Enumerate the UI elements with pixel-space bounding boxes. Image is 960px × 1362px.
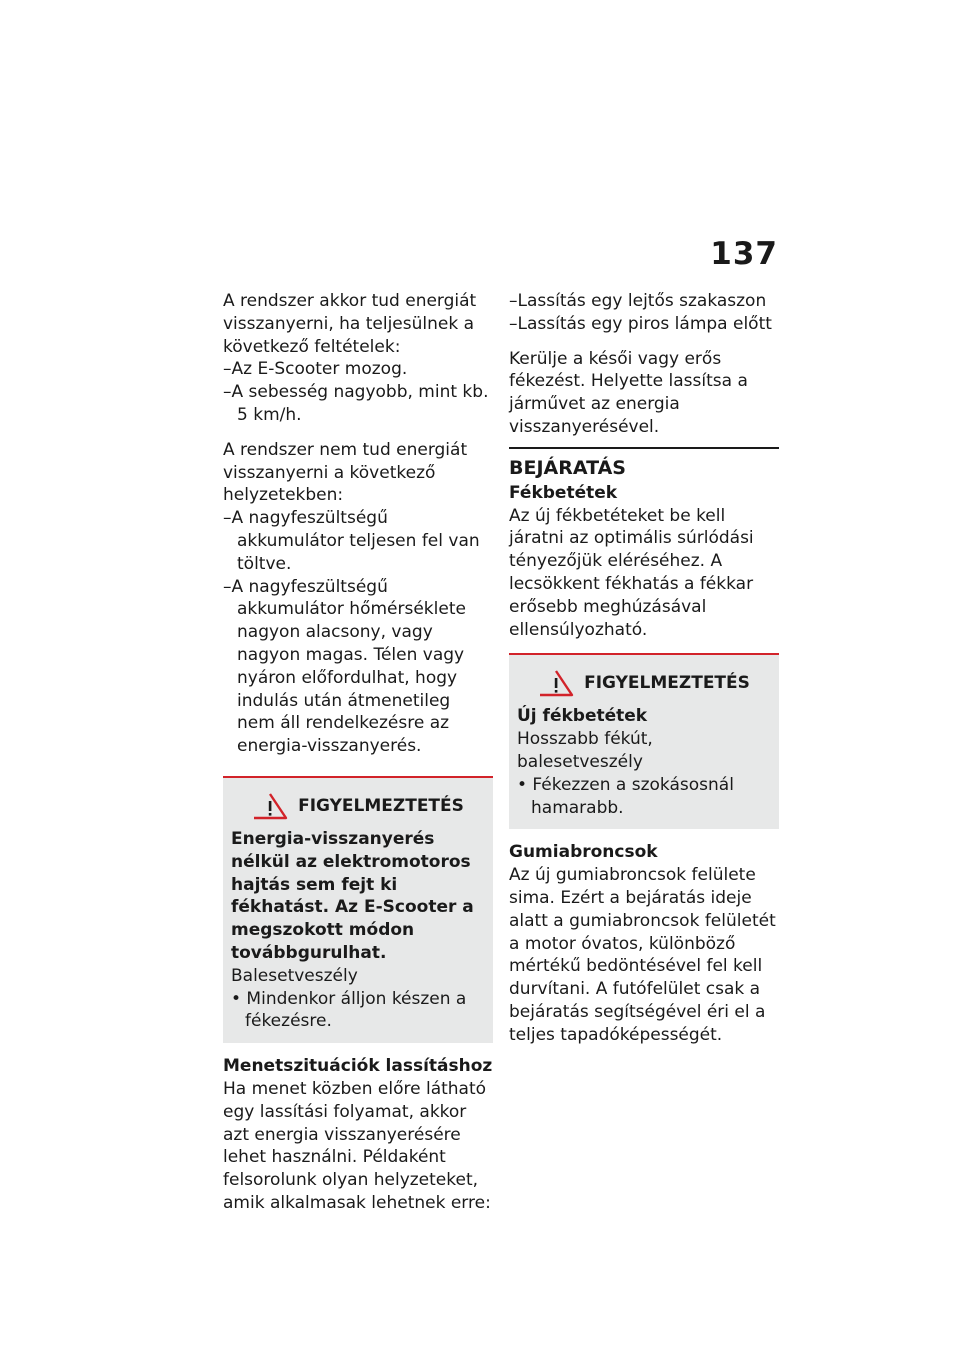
warning-triangle-icon: [538, 669, 574, 697]
warning-header: [517, 669, 771, 697]
warning-danger: Balesetveszély: [231, 965, 358, 986]
tires-text: Az új gumiabroncsok felülete sima. Ezért a bejáratás ideje alatt a gumiabroncsok felületét a motor óvatos, különböző mértékű bedöntésével fel kell durvítani. A futófelület csak a bejáratás segítségével éri el a teljes tapadóképességét.: [509, 865, 776, 1045]
intro-text: A rendszer akkor tud energiát visszanyerni, ha teljesülnek a következő feltételek:: [223, 291, 477, 357]
brakes-heading: Fékbetétek: [509, 482, 618, 503]
warning-danger: Hosszabb fékút, balesetveszély: [517, 729, 653, 772]
section-title: BEJÁRATÁS: [509, 447, 779, 482]
situation-item: –Lassítás egy piros lámpa előtt: [509, 313, 772, 334]
warning-bullet: • Mindenkor álljon készen a fékezésre.: [231, 988, 467, 1032]
tires-heading: Gumiabroncsok: [509, 842, 658, 863]
subsection-text: Ha menet közben előre látható egy lassítási folyamat, akkor azt energia visszanyerésére lehet használni. Példaként felsorolunk olyan helyzeteket, amik alkalmasak lehetnek erre:: [223, 1078, 491, 1213]
condition-item: –A nagyfeszültségű akkumulátor teljesen fel van töltve.: [223, 508, 480, 574]
situation-item: –Lassítás egy lejtős szakaszon: [509, 291, 767, 311]
warning-box: [509, 653, 779, 829]
warning-header: [231, 792, 485, 820]
warning-bullet: • Fékezzen a szokásosnál hamarabb.: [517, 774, 734, 818]
intro-text-2: A rendszer nem tud energiát visszanyerni a következő helyzetekben:: [223, 439, 468, 506]
warning-title: FIGYELMEZTETÉS: [298, 795, 464, 816]
right-column: [509, 290, 779, 1047]
warning-title: FIGYELMEZTETÉS: [584, 672, 750, 693]
advice-text: Kerülje a késői vagy erős fékezést. Helyette lassítsa a járművet az energia visszanyerésével.: [509, 348, 748, 437]
warning-triangle-icon: [252, 792, 288, 820]
brakes-text: Az új fékbetéteket be kell járatni az optimális súrlódási tényezőjük eléréséhez. A lecsökkent fékhatás a fékkar erősebb meghúzásával ellensúlyozható.: [509, 505, 754, 640]
condition-item: –A sebesség nagyobb, mint kb. 5 km/h.: [223, 382, 489, 425]
warning-bold-text: Új fékbetétek: [517, 706, 648, 727]
condition-item: –A nagyfeszültségű akkumulátor hőmérséklete nagyon alacsony, vagy nagyon magas. Télen vagy nyáron előfordulhat, hogy indulás után átmenetileg nem áll rendelkezésre az energia-visszanyerés.: [223, 576, 466, 757]
left-column: [223, 290, 493, 1215]
subsection-heading: Menetszituációk lassításhoz: [223, 1056, 493, 1077]
condition-item: –Az E-Scooter mozog.: [223, 359, 408, 380]
page-number: 137: [710, 236, 778, 272]
warning-bold-text: Energia-visszanyerés nélkül az elektromotoros hajtás sem fejt ki fékhatást. Az E-Scooter a megszokott módon továbbgurulhat.: [231, 828, 474, 963]
warning-box: [223, 776, 493, 1043]
